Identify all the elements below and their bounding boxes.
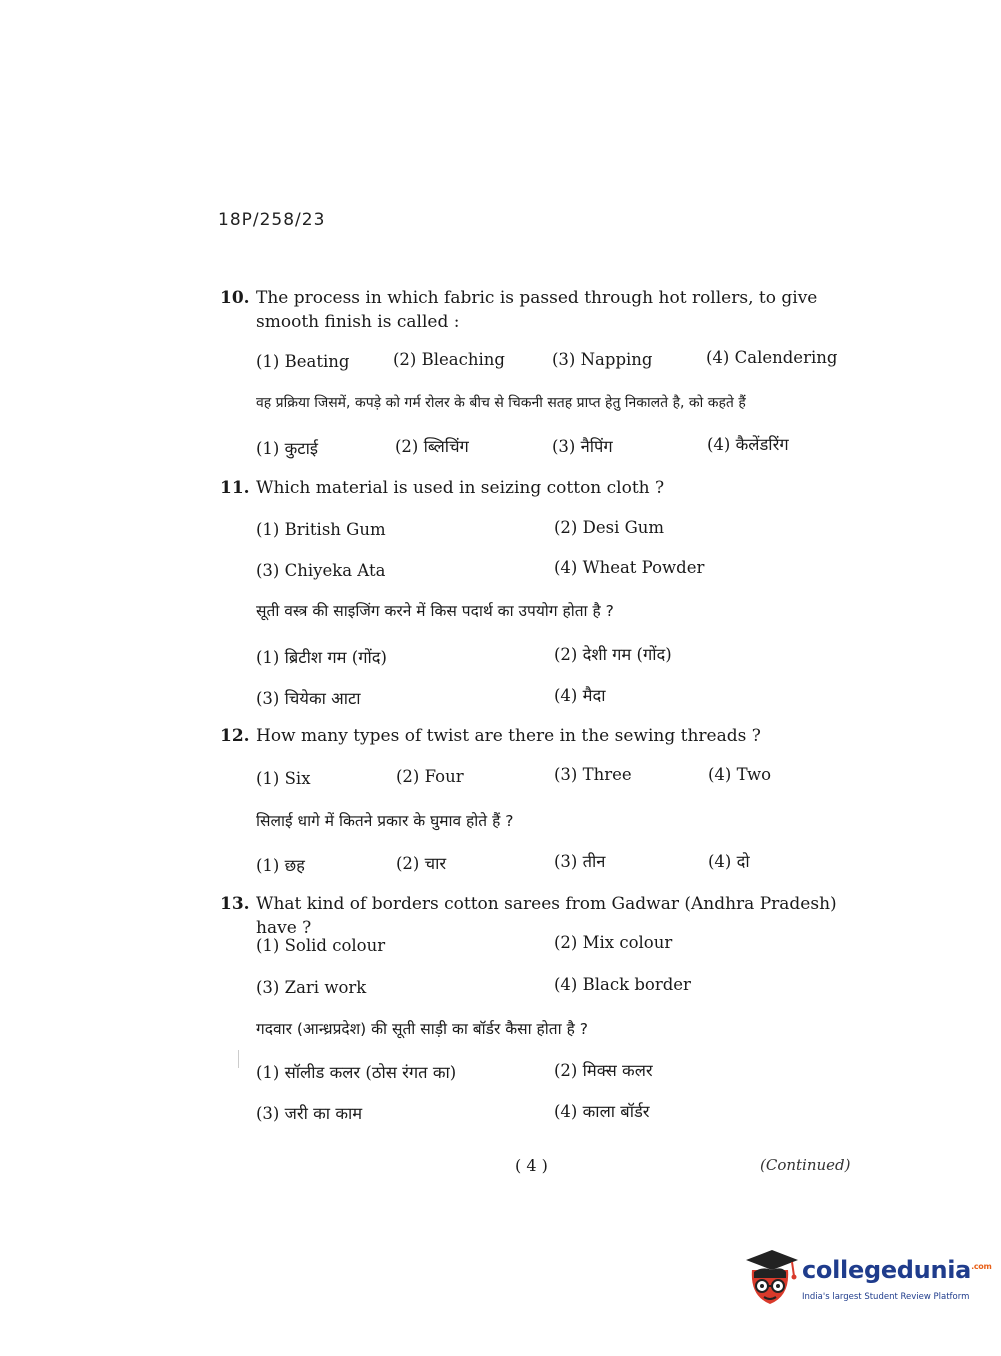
option-2: (2) Mix colour: [554, 933, 673, 952]
question-11: [220, 476, 860, 500]
option-4: (4) Two: [708, 765, 772, 784]
collegedunia-logo: [742, 1246, 992, 1316]
question-number: 11.: [220, 478, 250, 498]
option-3: (3) Napping: [552, 350, 653, 369]
question-text: The process in which fabric is passed through hot rollers, to give smooth finish is called :: [256, 288, 818, 332]
hindi-option-2: (2) ब्लिचिंग: [395, 437, 469, 456]
hindi-option-4: (4) दो: [708, 852, 750, 871]
logo-domain-suffix: .com: [971, 1262, 992, 1271]
hindi-option-3: (3) चियेका आटा: [256, 689, 361, 708]
question-12: [220, 724, 860, 748]
logo-tagline: India's largest Student Review Platform: [802, 1292, 970, 1302]
paper-code: 18P/258/23: [218, 210, 326, 230]
option-4: (4) Wheat Powder: [554, 558, 705, 577]
option-1: (1) British Gum: [256, 520, 386, 539]
hindi-option-3: (3) तीन: [554, 852, 606, 871]
option-3: (3) Three: [554, 765, 632, 784]
question-10: [220, 286, 860, 334]
continued-label: (Continued): [760, 1156, 851, 1174]
question-text: How many types of twist are there in the sewing threads ?: [256, 726, 761, 746]
option-2: (2) Desi Gum: [554, 518, 665, 537]
question-number: 13.: [220, 894, 250, 914]
question-number: 10.: [220, 288, 250, 308]
hindi-question-text: सिलाई धागे में कितने प्रकार के घुमाव होते हैं ?: [256, 812, 514, 830]
hindi-question-text: वह प्रक्रिया जिसमें, कपड़े को गर्म रोलर के बीच से चिकनी सतह प्राप्त हेतु निकालते है, को कहते हैं: [256, 395, 746, 411]
question-number: 12.: [220, 726, 250, 746]
hindi-question-text: गदवार (आन्ध्रप्रदेश) की सूती साड़ी का बॉर्डर कैसा होता है ?: [256, 1020, 588, 1038]
option-3: (3) Zari work: [256, 978, 367, 997]
graduate-mascot-icon: [742, 1246, 800, 1310]
hindi-option-1: (1) ब्रिटीश गम (गोंद): [256, 648, 387, 667]
question-13: [220, 892, 860, 940]
page-number: ( 4 ): [515, 1156, 548, 1175]
hindi-option-2: (2) चार: [396, 854, 447, 873]
question-text: Which material is used in seizing cotton cloth ?: [256, 478, 665, 498]
margin-mark: [238, 1050, 239, 1068]
option-2: (2) Bleaching: [393, 350, 505, 369]
hindi-question-text: सूती वस्त्र की साइजिंग करने में किस पदार्थ का उपयोग होता है ?: [256, 602, 614, 620]
hindi-option-1: (1) सॉलीड कलर (ठोस रंगत का): [256, 1063, 457, 1082]
option-3: (3) Chiyeka Ata: [256, 561, 386, 580]
option-4: (4) Black border: [554, 975, 691, 994]
option-2: (2) Four: [396, 767, 464, 786]
hindi-option-3: (3) जरी का काम: [256, 1104, 363, 1123]
hindi-option-4: (4) मैदा: [554, 686, 606, 705]
hindi-option-1: (1) कुटाई: [256, 439, 318, 458]
question-text: What kind of borders cotton sarees from Gadwar (Andhra Pradesh) have ?: [256, 894, 837, 938]
logo-wordmark: collegedunia$^{.com}$: [802, 1256, 992, 1284]
hindi-option-4: (4) कैलेंडरिंग: [707, 435, 789, 454]
hindi-option-2: (2) मिक्स कलर: [554, 1061, 653, 1080]
hindi-option-1: (1) छह: [256, 856, 305, 875]
hindi-option-3: (3) नैपिंग: [552, 437, 613, 456]
option-4: (4) Calendering: [706, 348, 838, 367]
hindi-option-2: (2) देशी गम (गोंद): [554, 645, 672, 664]
option-1: (1) Beating: [256, 352, 350, 371]
hindi-option-4: (4) काला बॉर्डर: [554, 1102, 650, 1121]
option-1: (1) Solid colour: [256, 936, 386, 955]
option-1: (1) Six: [256, 769, 311, 788]
